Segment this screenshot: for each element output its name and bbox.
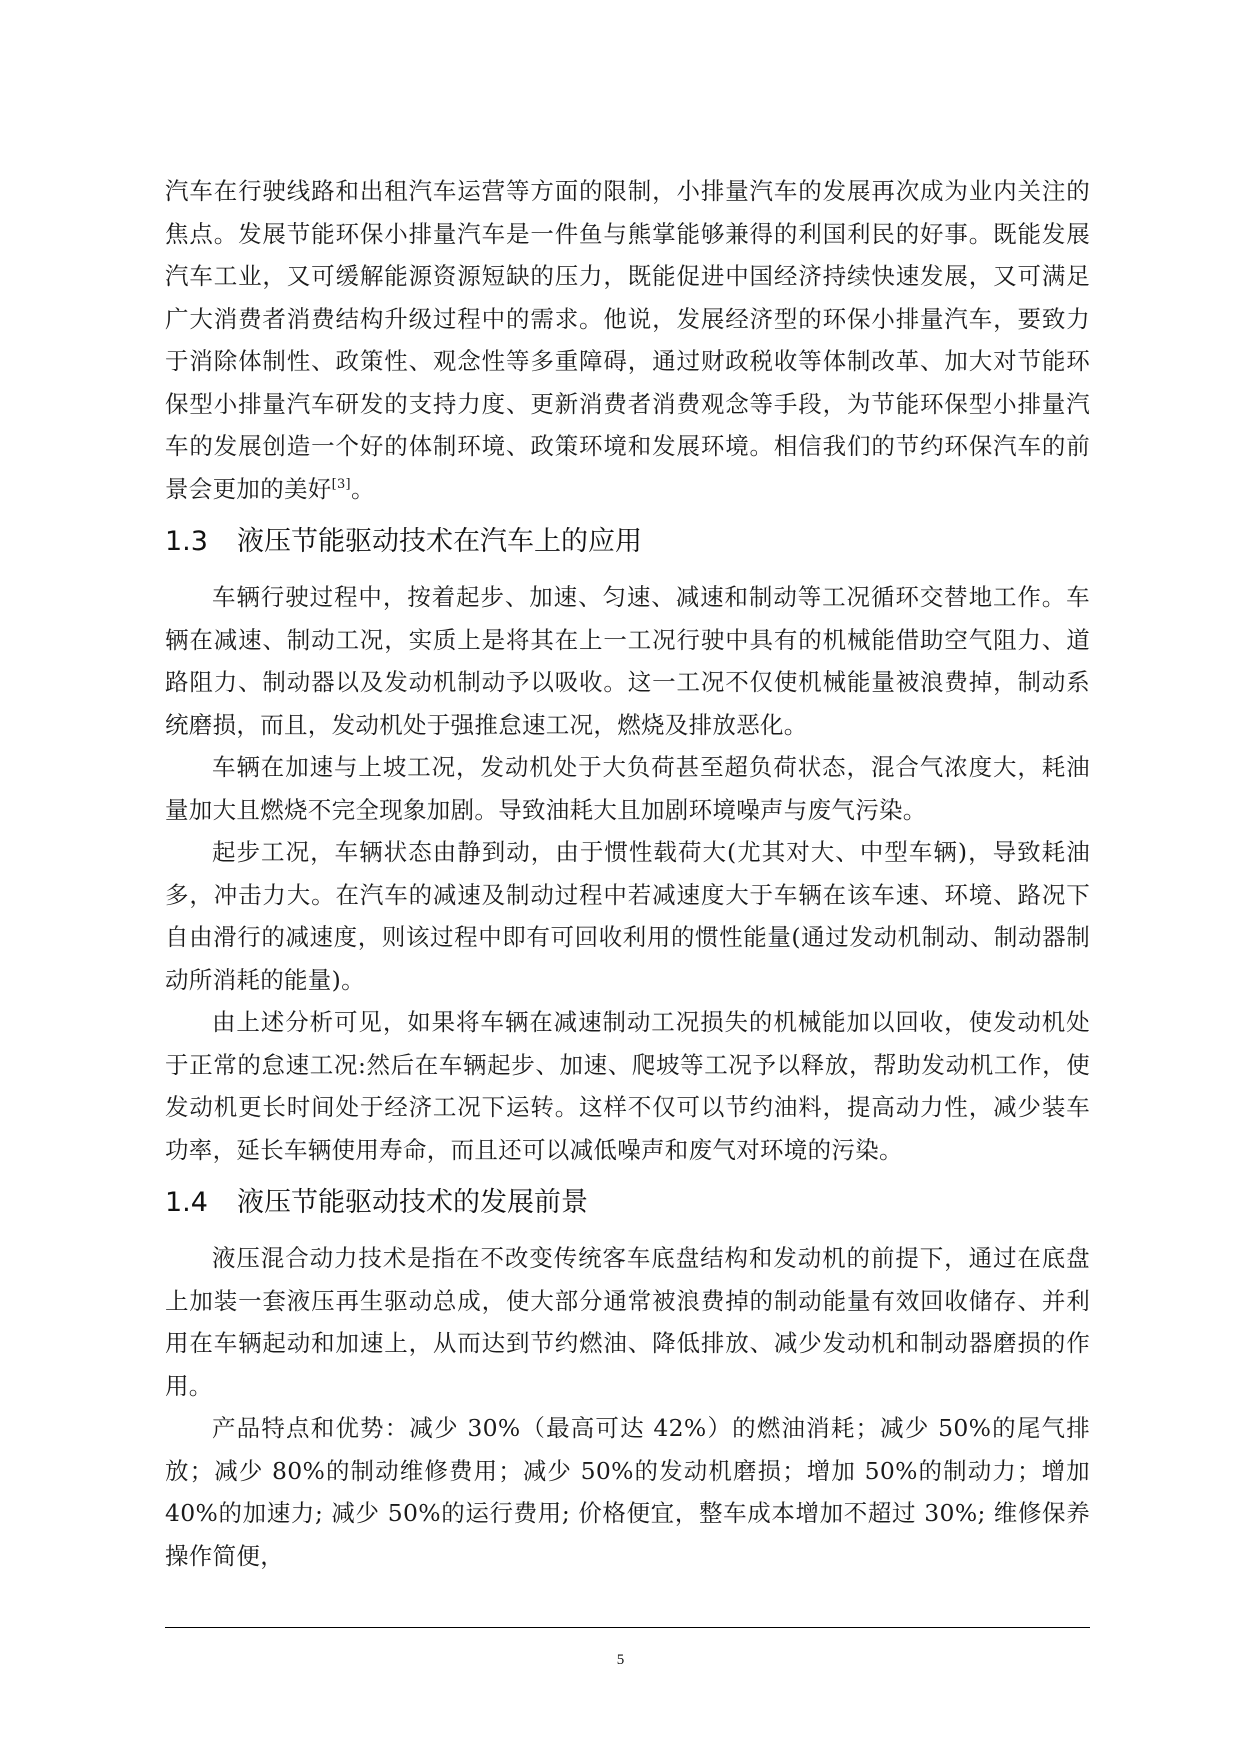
section-number: 1.3 xyxy=(165,526,208,557)
intro-paragraph-end: 。 xyxy=(350,474,375,503)
section-title: 液压节能驱动技术的发展前景 xyxy=(237,1187,588,1218)
body-paragraph: 由上述分析可见，如果将车辆在减速制动工况损失的机械能加以回收，使发动机处于正常的怠速工况:然后在车辆起步、加速、爬坡等工况予以释放，帮助发动机工作，使发动机更长时间处于经济工况下运转。这样不仅可以节约油料，提高动力性，减少装车功率，延长车辆使用寿命，而且还可以减低噪声和废气对环境的污染。 xyxy=(165,1008,1090,1164)
page-number: 5 xyxy=(616,1652,625,1668)
section-heading-1-3 xyxy=(165,522,1090,562)
footer-divider xyxy=(165,1627,1090,1628)
citation-ref: [3] xyxy=(331,476,351,492)
body-paragraph: 车辆行驶过程中，按着起步、加速、匀速、减速和制动等工况循环交替地工作。车辆在减速、制动工况，实质上是将其在上一工况行驶中具有的机械能借助空气阻力、道路阻力、制动器以及发动机制动予以吸收。这一工况不仅使机械能量被浪费掉，制动系统磨损，而且，发动机处于强推怠速工况，燃烧及排放恶化。 xyxy=(165,583,1090,739)
intro-paragraph xyxy=(165,170,1090,510)
body-paragraph: 液压混合动力技术是指在不改变传统客车底盘结构和发动机的前提下，通过在底盘上加装一套液压再生驱动总成，使大部分通常被浪费掉的制动能量有效回收储存、并利用在车辆起动和加速上，从而达到节约燃油、降低排放、减少发动机和制动器磨损的作用。 xyxy=(165,1244,1090,1400)
body-paragraph: 起步工况，车辆状态由静到动，由于惯性载荷大(尤其对大、中型车辆)，导致耗油多，冲击力大。在汽车的减速及制动过程中若减速度大于车辆在该车速、环境、路况下自由滑行的减速度，则该过程中即有可回收利用的惯性能量(通过发动机制动、制动器制动所消耗的能量)。 xyxy=(165,838,1090,994)
body-paragraph: 产品特点和优势：减少 30%（最高可达 42%）的燃油消耗；减少 50%的尾气排放；减少 80%的制动维修费用；减少 50%的发动机磨损；增加 50%的制动力；增加 40%的加速力; 减少 50%的运行费用; 价格便宜，整车成本增加不超过 30%; 维修保养操作简便， xyxy=(165,1414,1090,1570)
section-number: 1.4 xyxy=(165,1187,208,1218)
section-title: 液压节能驱动技术在汽车上的应用 xyxy=(237,526,642,557)
section-heading-1-4 xyxy=(165,1183,1090,1223)
page-body xyxy=(165,170,1090,1577)
intro-paragraph-text: 汽车在行驶线路和出租汽车运营等方面的限制，小排量汽车的发展再次成为业内关注的焦点。发展节能环保小排量汽车是一件鱼与熊掌能够兼得的利国利民的好事。既能发展汽车工业，又可缓解能源资源短缺的压力，既能促进中国经济持续快速发展，又可满足广大消费者消费结构升级过程中的需求。他说，发展经济型的环保小排量汽车，要致力于消除体制性、政策性、观念性等多重障碍，通过财政税收等体制改革、加大对节能环保型小排量汽车研发的支持力度、更新消费者消费观念等手段，为节能环保型小排量汽车的发展创造一个好的体制环境、政策环境和发展环境。相信我们的节约环保汽车的前景会更加的美好 xyxy=(165,177,1090,503)
body-paragraph: 车辆在加速与上坡工况，发动机处于大负荷甚至超负荷状态，混合气浓度大，耗油量加大且燃烧不完全现象加剧。导致油耗大且加剧环境噪声与废气污染。 xyxy=(165,753,1090,824)
